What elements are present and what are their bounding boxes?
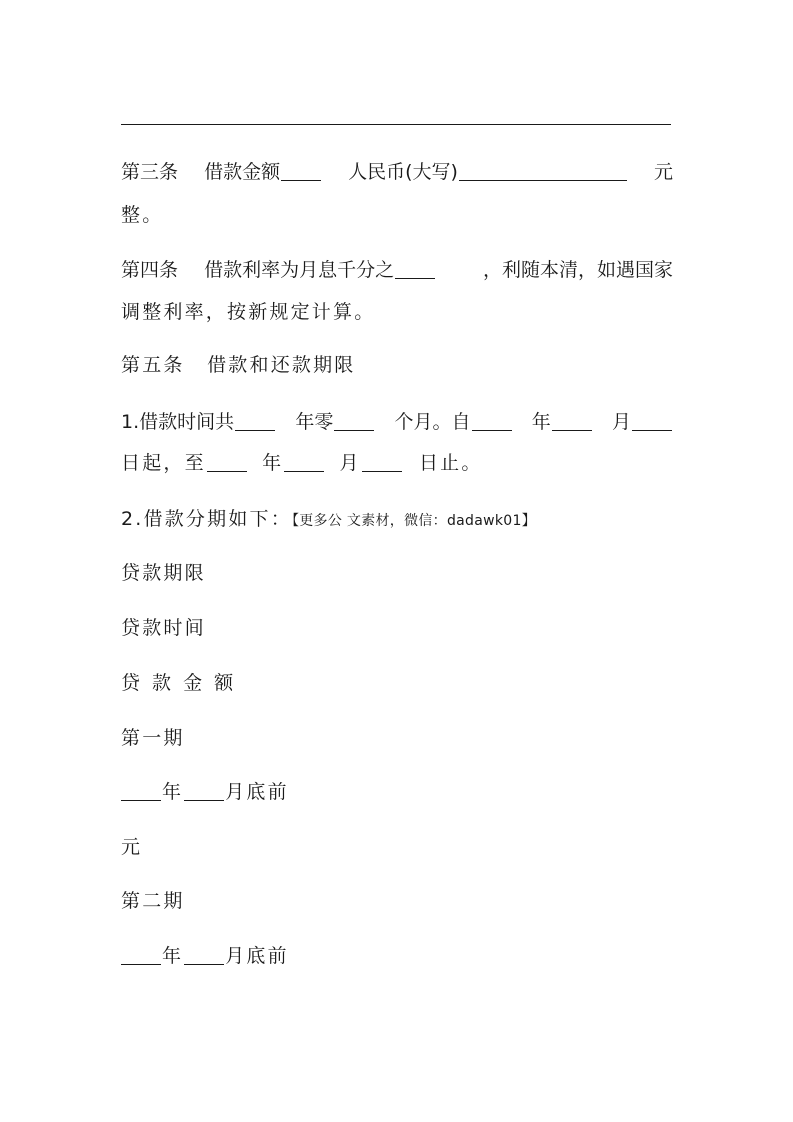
amount-in-words-blank <box>459 162 627 181</box>
interest-rate-blank <box>395 260 435 279</box>
article-3-number: 第三条 <box>121 161 179 183</box>
item-1-years-unit: 年零 <box>295 411 334 433</box>
article-4-number: 第四条 <box>121 259 179 281</box>
period-1-year-blank <box>121 782 161 801</box>
end-month-blank <box>284 453 324 472</box>
article-3-unit: 元 <box>653 161 673 183</box>
period-1-month-unit: 月底前 <box>225 781 289 803</box>
article-5-line <box>121 353 356 377</box>
item-1-months-unit: 个月。自 <box>394 411 471 433</box>
top-rule <box>121 124 671 125</box>
item-1-start-month-unit: 月 <box>611 411 631 433</box>
item-1-end-month-unit: 月 <box>339 452 361 474</box>
item-2-line <box>121 507 536 533</box>
item-2-label: 2.借款分期如下： <box>121 508 292 530</box>
article-4-rate-label: 借款利率为月息千分之 <box>204 259 395 281</box>
item-1-start-year-unit: 年 <box>531 411 551 433</box>
table-header-time: 贷款时间 <box>121 617 206 639</box>
start-year-blank <box>472 412 512 431</box>
start-day-blank <box>632 412 672 431</box>
article-3-title: 借款金额 <box>204 161 281 183</box>
end-year-blank <box>207 453 247 472</box>
article-3-line <box>121 160 673 184</box>
loan-months-blank <box>334 412 374 431</box>
article-3-currency-label: 人民币(大写) <box>348 161 458 183</box>
period-2-month-unit: 月底前 <box>225 945 289 967</box>
item-1-label: 1.借款时间共 <box>121 411 235 433</box>
period-1-date <box>121 780 289 804</box>
period-2-year-blank <box>121 946 161 965</box>
article-5-number: 第五条 <box>121 354 185 376</box>
period-1-amount-unit: 元 <box>121 836 143 858</box>
article-4-terms: ，利随本清，如遇国家 <box>482 259 673 281</box>
period-1-year-unit: 年 <box>162 781 184 803</box>
period-2-year-unit: 年 <box>162 945 184 967</box>
start-month-blank <box>552 412 592 431</box>
article-4-line <box>121 258 673 282</box>
item-1-line <box>121 410 673 434</box>
loan-years-blank <box>235 412 275 431</box>
table-header-amount: 贷 款 金 额 <box>121 672 237 694</box>
article-5-title: 借款和还款期限 <box>207 354 356 376</box>
item-1-end-day-unit: 日止。 <box>418 452 483 474</box>
table-header-period: 贷款期限 <box>121 562 206 584</box>
promo-note: 【更多公 文素材，微信：dadawk01】 <box>291 513 536 529</box>
item-1-end-year-unit: 年 <box>262 452 284 474</box>
loan-amount-blank <box>281 162 321 181</box>
article-4-continuation: 调整利率，按新规定计算。 <box>121 301 376 323</box>
period-2-month-blank <box>184 946 224 965</box>
article-3-continuation: 整。 <box>121 204 164 226</box>
period-2-label: 第二期 <box>121 890 185 912</box>
item-1-start-day-unit: 日起，至 <box>121 452 206 474</box>
period-2-date <box>121 944 289 968</box>
end-day-blank <box>362 453 402 472</box>
period-1-month-blank <box>184 782 224 801</box>
period-1-label: 第一期 <box>121 727 185 749</box>
item-1-continuation <box>121 451 483 475</box>
